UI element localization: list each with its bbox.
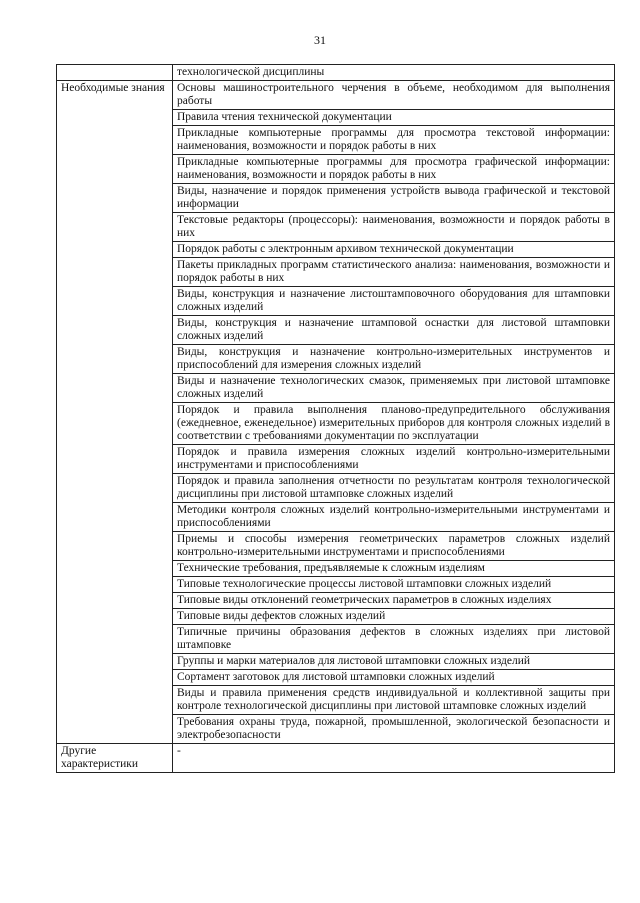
knowledge-label: Необходимые знания — [57, 81, 173, 744]
knowledge-item: Порядок и правила выполнения планово-предупредительного обслуживания (ежедневное, еженедельное) измерительных приборов для контроля сложных изделий в соответствии с требованиями документации по эксплуатации — [173, 403, 615, 445]
knowledge-item: Виды, конструкция и назначение штамповой оснастки для листовой штамповки сложных изделий — [173, 316, 615, 345]
other-value: - — [173, 744, 615, 773]
knowledge-table — [56, 64, 615, 773]
table-row — [57, 81, 615, 110]
top-row-text: технологической дисциплины — [173, 65, 615, 81]
knowledge-item: Сортамент заготовок для листовой штамповки сложных изделий — [173, 670, 615, 686]
knowledge-item: Группы и марки материалов для листовой штамповки сложных изделий — [173, 654, 615, 670]
knowledge-item: Типичные причины образования дефектов в сложных изделиях при листовой штамповке — [173, 625, 615, 654]
knowledge-item: Пакеты прикладных программ статистического анализа: наименования, возможности и порядок работы в них — [173, 258, 615, 287]
table-row — [57, 65, 615, 81]
knowledge-item: Типовые виды отклонений геометрических параметров в сложных изделиях — [173, 593, 615, 609]
empty-label-cell — [57, 65, 173, 81]
knowledge-item: Требования охраны труда, пожарной, промышленной, экологической безопасности и электробезопасности — [173, 715, 615, 744]
knowledge-item: Приемы и способы измерения геометрических параметров сложных изделий контрольно-измерительными инструментами и приспособлениями — [173, 532, 615, 561]
knowledge-item: Порядок и правила измерения сложных изделий контрольно-измерительными инструментами и приспособлениями — [173, 445, 615, 474]
knowledge-item: Типовые виды дефектов сложных изделий — [173, 609, 615, 625]
knowledge-item: Методики контроля сложных изделий контрольно-измерительными инструментами и приспособлениями — [173, 503, 615, 532]
table-row — [57, 744, 615, 773]
knowledge-item: Технические требования, предъявляемые к сложным изделиям — [173, 561, 615, 577]
page-number: 31 — [314, 33, 326, 47]
knowledge-item: Виды, конструкция и назначение листоштамповочного оборудования для штамповки сложных изделий — [173, 287, 615, 316]
knowledge-item: Текстовые редакторы (процессоры): наименования, возможности и порядок работы в них — [173, 213, 615, 242]
knowledge-item: Типовые технологические процессы листовой штамповки сложных изделий — [173, 577, 615, 593]
knowledge-item: Порядок и правила заполнения отчетности по результатам контроля технологической дисциплины при листовой штамповке сложных изделий — [173, 474, 615, 503]
knowledge-item: Основы машиностроительного черчения в объеме, необходимом для выполнения работы — [173, 81, 615, 110]
knowledge-item: Виды, назначение и порядок применения устройств вывода графической и текстовой информации — [173, 184, 615, 213]
knowledge-item: Прикладные компьютерные программы для просмотра текстовой информации: наименования, возможности и порядок работы в них — [173, 126, 615, 155]
knowledge-item: Виды и правила применения средств индивидуальной и коллективной защиты при контроле технологической дисциплины при листовой штамповке сложных изделий — [173, 686, 615, 715]
knowledge-item: Прикладные компьютерные программы для просмотра графической информации: наименования, возможности и порядок работы в них — [173, 155, 615, 184]
knowledge-item: Виды и назначение технологических смазок, применяемых при листовой штамповке сложных изделий — [173, 374, 615, 403]
knowledge-item: Виды, конструкция и назначение контрольно-измерительных инструментов и приспособлений для измерения сложных изделий — [173, 345, 615, 374]
knowledge-item: Порядок работы с электронным архивом технической документации — [173, 242, 615, 258]
knowledge-item: Правила чтения технической документации — [173, 110, 615, 126]
other-label: Другие характеристики — [57, 744, 173, 773]
